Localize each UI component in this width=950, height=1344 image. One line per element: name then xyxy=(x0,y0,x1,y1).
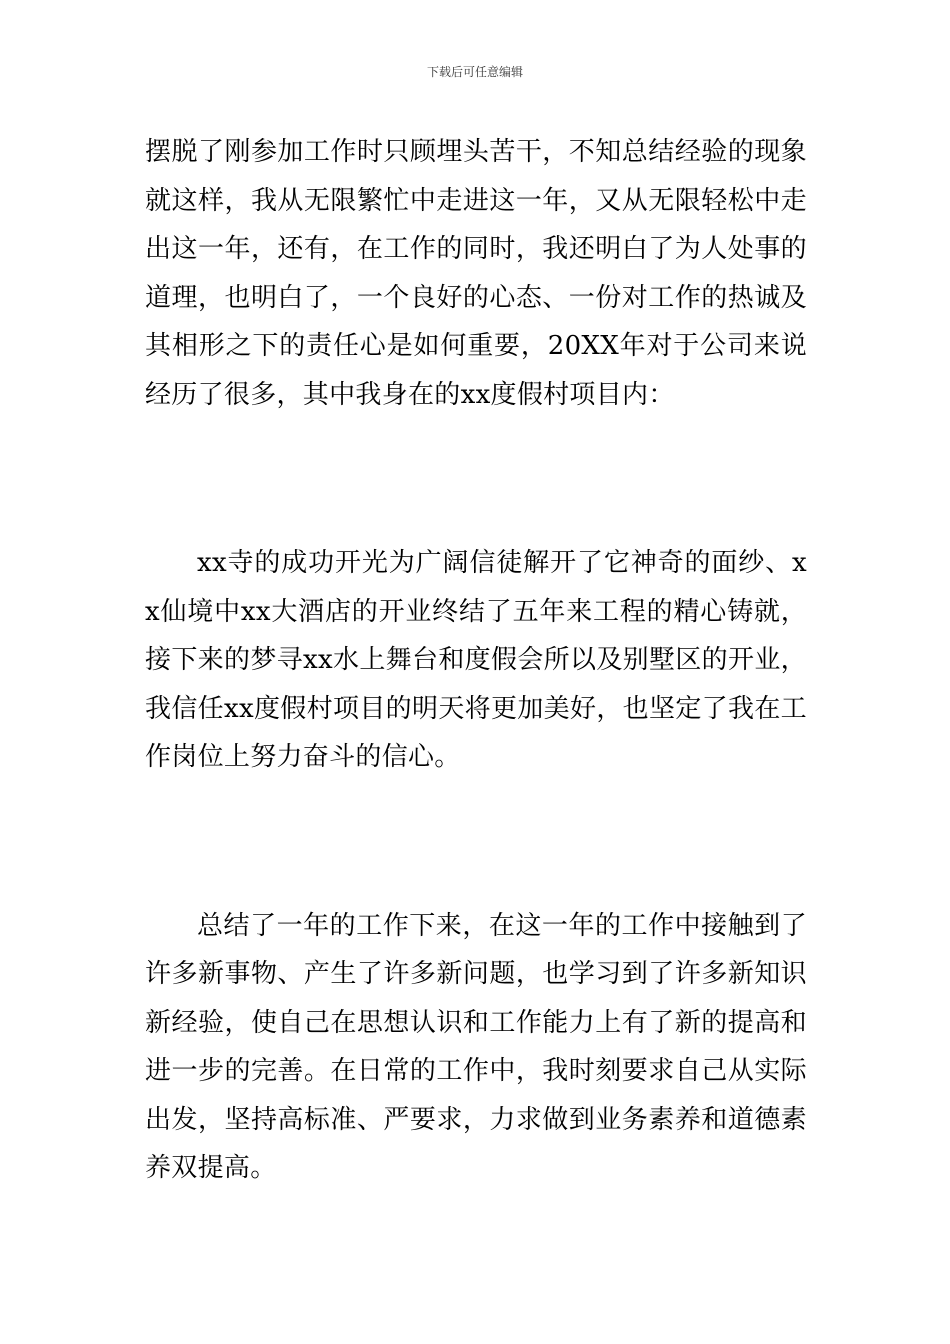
paragraph-2: xx寺的成功开光为广阔信徒解开了它神奇的面纱、xx仙境中xx大酒店的开业终结了五年来工程的精心铸就，接下来的梦寻xx水上舞台和度假会所以及别墅区的开业，我信任xx度假村项目的明天将更加美好，也坚定了我在工作岗位上努力奋斗的信心。 xyxy=(145,548,807,772)
document-body xyxy=(145,128,807,1193)
page-header: 下载后可任意编辑 xyxy=(426,65,523,79)
paragraph-1: 摆脱了刚参加工作时只顾埋头苦干，不知总结经验的现象就这样，我从无限繁忙中走进这一年，又从无限轻松中走出这一年，还有，在工作的同时，我还明白了为人处事的道理，也明白了，一个良好的心态、一份对工作的热诚及其相形之下的责任心是如何重要，20XX年对于公司来说经历了很多，其中我身在的xx度假村项目内： xyxy=(145,137,807,410)
paragraph-3: 总结了一年的工作下来，在这一年的工作中接触到了许多新事物、产生了许多新问题，也学习到了许多新知识新经验，使自己在思想认识和工作能力上有了新的提高和进一步的完善。在日常的工作中，我时刻要求自己从实际出发，坚持高标准、严要求，力求做到业务素养和道德素养双提高。 xyxy=(145,910,807,1183)
